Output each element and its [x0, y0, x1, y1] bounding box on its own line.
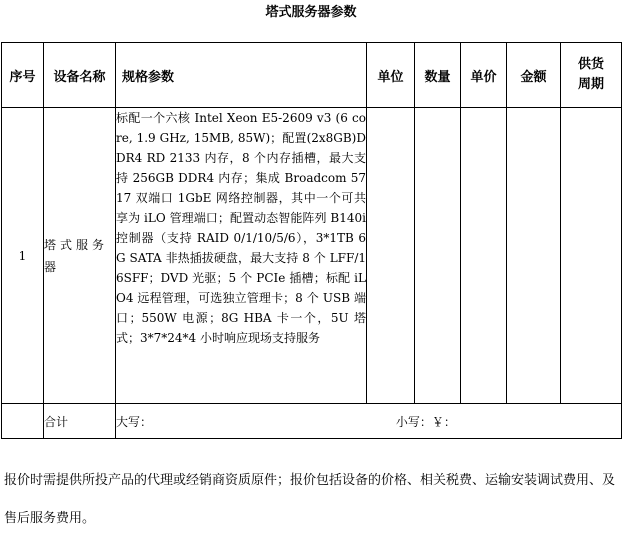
header-spec: 规格参数: [116, 43, 367, 108]
row-quantity: [415, 108, 461, 404]
total-lowercase-label: 小写：￥：: [395, 414, 456, 429]
header-supply-period: [561, 43, 622, 108]
row-device-name: 塔式服务器: [44, 108, 116, 404]
header-amount: 金额: [507, 43, 561, 108]
header-supply-line1: 供货: [577, 57, 604, 72]
footer-note: 报价时需提供所投产品的代理或经销商资质原件；报价包括设备的价格、相关税费、运输安装调试费用、及售后服务费用。: [4, 473, 616, 526]
row-unit-price: [461, 108, 507, 404]
spec-table: [1, 42, 622, 439]
header-quantity: 数量: [415, 43, 461, 108]
total-uppercase-label: 大写：: [116, 414, 153, 429]
row-seq: 1: [2, 108, 44, 404]
total-amounts: [116, 404, 622, 439]
row-amount: [507, 108, 561, 404]
total-label: 合计: [44, 404, 116, 439]
total-empty-cell: [2, 404, 44, 439]
row-unit: [367, 108, 415, 404]
document-title: 塔式服务器参数: [265, 5, 357, 20]
header-supply-line2: 周期: [577, 77, 604, 92]
row-supply-period: [561, 108, 622, 404]
table-header-row: [2, 43, 622, 108]
header-device-name: 设备名称: [44, 43, 116, 108]
header-seq: 序号: [2, 43, 44, 108]
total-row: [2, 404, 622, 439]
header-unit: 单位: [367, 43, 415, 108]
table-row: [2, 108, 622, 404]
header-unit-price: 单价: [461, 43, 507, 108]
row-spec: 标配一个六核 Intel Xeon E5-2609 v3 (6 core, 1.9 GHz, 15MB, 85W)；配置(2x8GB)DDR4 RD 2133 内存，8 个内存插槽，最大支持 256GB DDR4 内存；集成 Broadcom 5717 双端口 1GbE 网络控制器，其中一个可共享为 iLO 管理端口；配置动态智能阵列 B140i 控制器（支持 RAID 0/1/10/5/6），3*1TB 6G SATA 非热插拔硬盘，最大支持 8 个 LFF/16SFF；DVD 光驱；5 个 PCIe 插槽；标配 iLO4 远程管理，可选独立管理卡；8 个 USB 端口；550W 电源；8G HBA 卡一个，5U 塔式；3*7*24*4 小时响应现场支持服务: [116, 108, 367, 404]
